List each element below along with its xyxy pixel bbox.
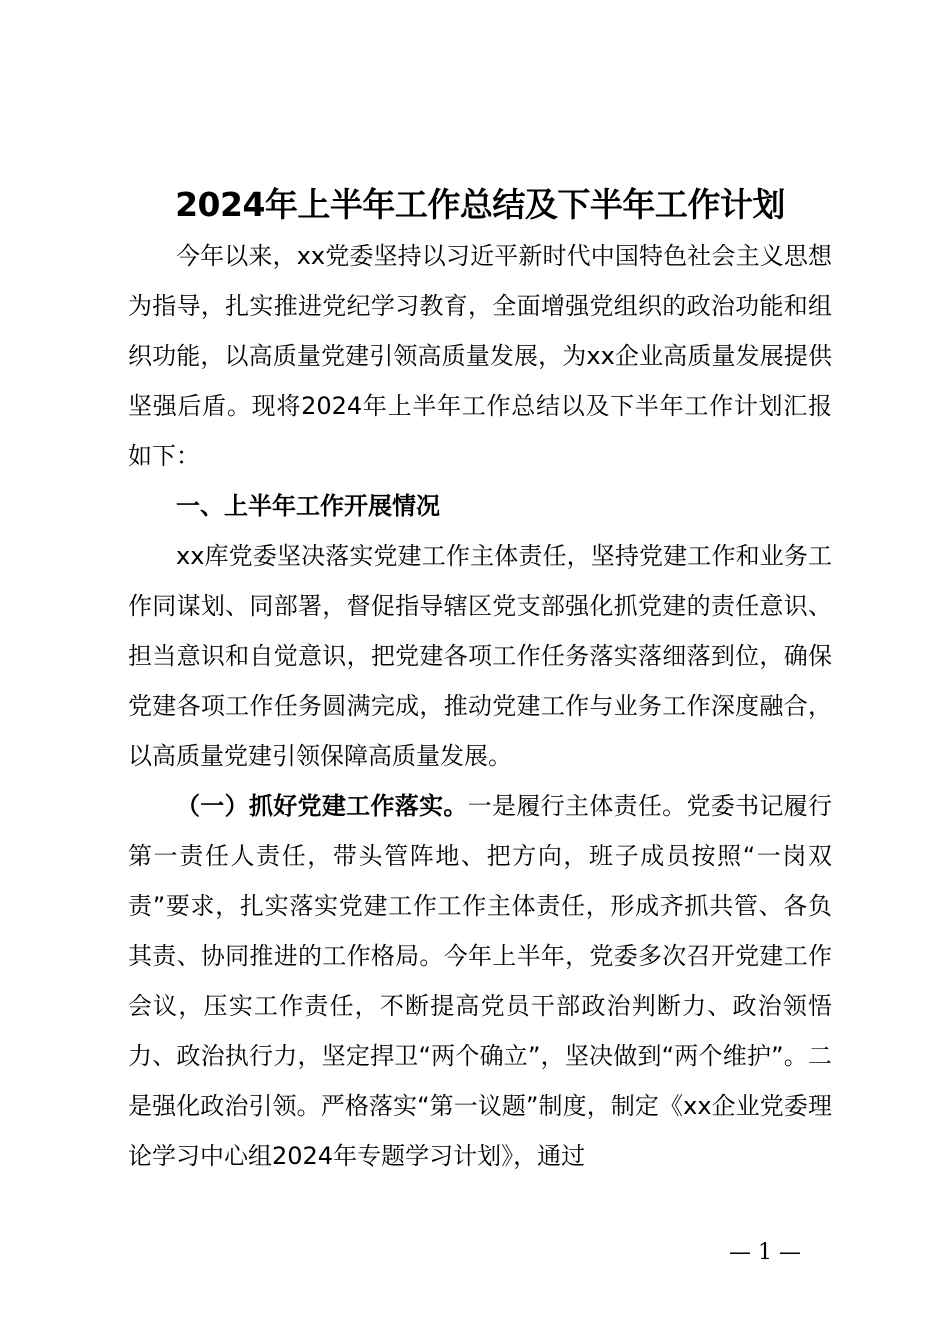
intro-paragraph: 今年以来，xx党委坚持以习近平新时代中国特色社会主义思想为指导，扎实推进党纪学习教育，全面增强党组织的政治功能和组织功能，以高质量党建引领高质量发展，为xx企业高质量发展提供坚强后盾。现将2024年上半年工作总结以及下半年工作计划汇报如下： — [128, 242, 832, 470]
page-number: — 1 — — [729, 1240, 801, 1265]
section-paragraph: xx库党委坚决落实党建工作主体责任，坚持党建工作和业务工作同谋划、同部署，督促指导辖区党支部强化抓党建的责任意识、担当意识和自觉意识，把党建各项工作任务落实落细落到位，确保党建各项工作任务圆满完成，推动党建工作与业务工作深度融合，以高质量党建引领保障高质量发展。 — [128, 542, 832, 770]
subsection-paragraph — [128, 781, 832, 1181]
document-title: 2024年上半年工作总结及下半年工作计划 — [175, 185, 785, 224]
subsection-text: 一是履行主体责任。党委书记履行第一责任人责任，带头管阵地、把方向，班子成员按照“一岗双责”要求，扎实落实党建工作工作主体责任，形成齐抓共管、各负其责、协同推进的工作格局。今年上半年，党委多次召开党建工作会议，压实工作责任，不断提高党员干部政治判断力、政治领悟力、政治执行力，坚定捍卫“两个确立”，坚决做到“两个维护”。二是强化政治引领。严格落实“第一议题”制度，制定《xx企业党委理论学习中心组2024年专题学习计划》，通过 — [128, 792, 833, 1170]
section-heading: 一、上半年工作开展情况 — [176, 492, 440, 520]
subsection-lead: （一）抓好党建工作落实。 — [176, 792, 468, 820]
document-body — [128, 231, 832, 1181]
